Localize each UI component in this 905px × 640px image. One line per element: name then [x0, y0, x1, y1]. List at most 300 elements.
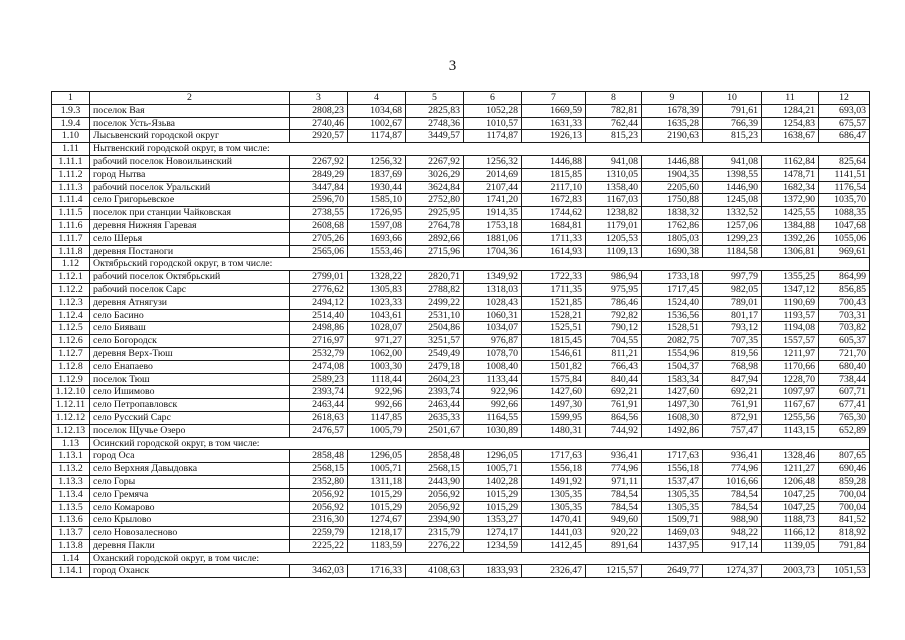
section-title: Осинский городской округ, в том числе: [90, 437, 870, 450]
settlement-name: рабочий поселок Новоильинский [90, 155, 290, 168]
value-cell: 2056,92 [406, 488, 464, 501]
value-cell: 2820,71 [406, 271, 464, 284]
value-cell: 1193,57 [762, 309, 819, 322]
value-cell: 1881,06 [464, 232, 522, 245]
table-row [52, 411, 870, 424]
value-cell: 1478,71 [762, 168, 819, 181]
row-code: 1.12.10 [52, 386, 90, 399]
value-cell: 2849,29 [290, 168, 348, 181]
settlement-name: село Петропавловск [90, 399, 290, 412]
value-cell: 1528,51 [642, 322, 703, 335]
value-cell: 1437,95 [642, 539, 703, 552]
value-cell: 1717,63 [522, 450, 586, 463]
settlement-name: село Новозалесново [90, 527, 290, 540]
value-cell: 2499,22 [406, 296, 464, 309]
value-cell: 766,43 [586, 360, 642, 373]
value-cell: 675,57 [819, 117, 870, 130]
value-cell: 1717,63 [642, 450, 703, 463]
section-title: Оханский городской округ, в том числе: [90, 552, 870, 565]
value-cell: 1274,17 [464, 527, 522, 540]
settlement-name: село Шерья [90, 232, 290, 245]
table-row [52, 130, 870, 143]
value-cell: 1838,32 [642, 207, 703, 220]
value-cell: 2738,55 [290, 207, 348, 220]
value-cell: 1717,45 [642, 283, 703, 296]
value-cell: 1711,33 [522, 232, 586, 245]
settlement-name: село Крылово [90, 514, 290, 527]
value-cell: 765,30 [819, 411, 870, 424]
value-cell: 847,94 [703, 373, 762, 386]
value-cell: 1553,46 [348, 245, 406, 258]
settlement-name: село Русский Сарс [90, 411, 290, 424]
value-cell: 864,99 [819, 271, 870, 284]
value-cell: 1631,33 [522, 117, 586, 130]
value-cell: 1051,53 [819, 565, 870, 578]
settlement-name: село Григорьевское [90, 194, 290, 207]
table-row [52, 399, 870, 412]
row-code: 1.9.3 [52, 104, 90, 117]
row-code: 1.12.12 [52, 411, 90, 424]
value-cell: 3449,57 [406, 130, 464, 143]
value-cell: 1492,86 [642, 424, 703, 437]
column-number-cell: 3 [290, 92, 348, 105]
value-cell: 2476,57 [290, 424, 348, 437]
table-row [52, 194, 870, 207]
value-cell: 811,21 [586, 347, 642, 360]
value-cell: 1528,21 [522, 309, 586, 322]
row-code: 1.12.7 [52, 347, 90, 360]
value-cell: 1299,23 [703, 232, 762, 245]
settlement-name: рабочий поселок Сарс [90, 283, 290, 296]
value-cell: 1926,13 [522, 130, 586, 143]
table-row [52, 271, 870, 284]
value-cell: 1392,26 [762, 232, 819, 245]
value-cell: 784,54 [586, 488, 642, 501]
value-cell: 992,66 [348, 399, 406, 412]
value-cell: 2604,23 [406, 373, 464, 386]
value-cell: 975,95 [586, 283, 642, 296]
value-cell: 1016,66 [703, 475, 762, 488]
value-cell: 2107,44 [464, 181, 522, 194]
row-code: 1.12.5 [52, 322, 90, 335]
value-cell: 1194,08 [762, 322, 819, 335]
section-title: Октябрьский городской округ, в том числе: [90, 258, 870, 271]
value-cell: 2531,10 [406, 309, 464, 322]
value-cell: 761,91 [586, 399, 642, 412]
value-cell: 1669,59 [522, 104, 586, 117]
value-cell: 1305,83 [348, 283, 406, 296]
value-cell: 1509,71 [642, 514, 703, 527]
settlement-name: город Оханск [90, 565, 290, 578]
table-row [52, 335, 870, 348]
value-cell: 784,54 [586, 501, 642, 514]
value-cell: 1762,86 [642, 219, 703, 232]
value-cell: 1311,18 [348, 475, 406, 488]
value-cell: 1556,18 [522, 463, 586, 476]
value-cell: 2716,97 [290, 335, 348, 348]
column-number-cell: 4 [348, 92, 406, 105]
value-cell: 2920,57 [290, 130, 348, 143]
table-row [52, 322, 870, 335]
value-cell: 1055,06 [819, 232, 870, 245]
value-cell: 941,08 [586, 155, 642, 168]
value-cell: 692,21 [703, 386, 762, 399]
table-row [52, 565, 870, 578]
settlement-name: деревня Нижняя Гаревая [90, 219, 290, 232]
value-cell: 2082,75 [642, 335, 703, 348]
value-cell: 1597,08 [348, 219, 406, 232]
value-cell: 1672,83 [522, 194, 586, 207]
value-cell: 700,04 [819, 501, 870, 514]
value-cell: 1722,33 [522, 271, 586, 284]
value-cell: 1015,29 [464, 488, 522, 501]
value-cell: 936,41 [703, 450, 762, 463]
value-cell: 997,79 [703, 271, 762, 284]
value-cell: 1690,38 [642, 245, 703, 258]
value-cell: 986,94 [586, 271, 642, 284]
column-number-row [52, 92, 870, 105]
tariff-table [51, 91, 870, 578]
value-cell: 1614,93 [522, 245, 586, 258]
value-cell: 2267,92 [406, 155, 464, 168]
row-code: 1.11.3 [52, 181, 90, 194]
settlement-name: рабочий поселок Уральский [90, 181, 290, 194]
value-cell: 762,44 [586, 117, 642, 130]
value-cell: 1305,35 [642, 501, 703, 514]
value-cell: 992,66 [464, 399, 522, 412]
row-code: 1.11 [52, 143, 90, 156]
value-cell: 2532,79 [290, 347, 348, 360]
value-cell: 1218,17 [348, 527, 406, 540]
value-cell: 1305,35 [522, 488, 586, 501]
table-row [52, 463, 870, 476]
table-row [52, 283, 870, 296]
row-code: 1.13.4 [52, 488, 90, 501]
value-cell: 1118,44 [348, 373, 406, 386]
settlement-name: село Комарово [90, 501, 290, 514]
value-cell: 1546,61 [522, 347, 586, 360]
value-cell: 703,82 [819, 322, 870, 335]
value-cell: 1078,70 [464, 347, 522, 360]
value-cell: 2549,49 [406, 347, 464, 360]
row-code: 1.12 [52, 258, 90, 271]
value-cell: 941,08 [703, 155, 762, 168]
value-cell: 1256,32 [464, 155, 522, 168]
table-row [52, 527, 870, 540]
value-cell: 1305,35 [522, 501, 586, 514]
value-cell: 801,17 [703, 309, 762, 322]
value-cell: 2190,63 [642, 130, 703, 143]
value-cell: 2740,46 [290, 117, 348, 130]
value-cell: 988,90 [703, 514, 762, 527]
value-cell: 1097,97 [762, 386, 819, 399]
settlement-name: село Басино [90, 309, 290, 322]
value-cell: 703,31 [819, 309, 870, 322]
row-code: 1.14 [52, 552, 90, 565]
value-cell: 2316,30 [290, 514, 348, 527]
value-cell: 982,05 [703, 283, 762, 296]
row-code: 1.11.5 [52, 207, 90, 220]
value-cell: 1497,30 [642, 399, 703, 412]
value-cell: 1164,55 [464, 411, 522, 424]
value-cell: 1010,57 [464, 117, 522, 130]
value-cell: 2858,48 [406, 450, 464, 463]
section-row [52, 552, 870, 565]
value-cell: 1635,28 [642, 117, 703, 130]
value-cell: 1556,18 [642, 463, 703, 476]
value-cell: 3462,03 [290, 565, 348, 578]
value-cell: 2788,82 [406, 283, 464, 296]
value-cell: 1141,51 [819, 168, 870, 181]
row-code: 1.10 [52, 130, 90, 143]
value-cell: 1179,01 [586, 219, 642, 232]
column-number-cell: 5 [406, 92, 464, 105]
value-cell: 1815,85 [522, 168, 586, 181]
table-row [52, 424, 870, 437]
value-cell: 1255,56 [762, 411, 819, 424]
value-cell: 1205,53 [586, 232, 642, 245]
value-cell: 1028,07 [348, 322, 406, 335]
value-cell: 2394,90 [406, 514, 464, 527]
value-cell: 2498,86 [290, 322, 348, 335]
value-cell: 1930,44 [348, 181, 406, 194]
table-row [52, 347, 870, 360]
value-cell: 856,85 [819, 283, 870, 296]
section-row [52, 143, 870, 156]
table-row [52, 219, 870, 232]
value-cell: 1753,18 [464, 219, 522, 232]
value-cell: 1002,67 [348, 117, 406, 130]
value-cell: 807,65 [819, 450, 870, 463]
value-cell: 1412,45 [522, 539, 586, 552]
value-cell: 1491,92 [522, 475, 586, 488]
value-cell: 1837,69 [348, 168, 406, 181]
table-row [52, 360, 870, 373]
row-code: 1.11.6 [52, 219, 90, 232]
value-cell: 791,84 [819, 539, 870, 552]
value-cell: 2003,73 [762, 565, 819, 578]
settlement-name: рабочий поселок Октябрьский [90, 271, 290, 284]
settlement-name: деревня Постаноги [90, 245, 290, 258]
value-cell: 2225,22 [290, 539, 348, 552]
row-code: 1.12.2 [52, 283, 90, 296]
value-cell: 1174,87 [348, 130, 406, 143]
value-cell: 1005,79 [348, 424, 406, 437]
value-cell: 1183,59 [348, 539, 406, 552]
value-cell: 686,47 [819, 130, 870, 143]
table-row [52, 501, 870, 514]
row-code: 1.14.1 [52, 565, 90, 578]
row-code: 1.11.8 [52, 245, 90, 258]
value-cell: 1296,05 [464, 450, 522, 463]
value-cell: 969,61 [819, 245, 870, 258]
value-cell: 2514,40 [290, 309, 348, 322]
value-cell: 936,41 [586, 450, 642, 463]
column-number-cell: 11 [762, 92, 819, 105]
value-cell: 1256,32 [348, 155, 406, 168]
settlement-name: город Нытва [90, 168, 290, 181]
value-cell: 707,35 [703, 335, 762, 348]
value-cell: 784,54 [703, 501, 762, 514]
value-cell: 1427,60 [642, 386, 703, 399]
value-cell: 704,55 [586, 335, 642, 348]
value-cell: 1274,67 [348, 514, 406, 527]
value-cell: 2014,69 [464, 168, 522, 181]
value-cell: 2892,66 [406, 232, 464, 245]
value-cell: 2596,70 [290, 194, 348, 207]
value-cell: 693,03 [819, 104, 870, 117]
value-cell: 2474,08 [290, 360, 348, 373]
value-cell: 790,12 [586, 322, 642, 335]
row-code: 1.12.11 [52, 399, 90, 412]
value-cell: 1184,58 [703, 245, 762, 258]
value-cell: 721,70 [819, 347, 870, 360]
value-cell: 840,44 [586, 373, 642, 386]
value-cell: 2259,79 [290, 527, 348, 540]
row-code: 1.11.7 [52, 232, 90, 245]
value-cell: 815,23 [586, 130, 642, 143]
value-cell: 920,22 [586, 527, 642, 540]
value-cell: 1030,89 [464, 424, 522, 437]
value-cell: 774,96 [703, 463, 762, 476]
value-cell: 2267,92 [290, 155, 348, 168]
value-cell: 1003,30 [348, 360, 406, 373]
value-cell: 818,92 [819, 527, 870, 540]
value-cell: 766,39 [703, 117, 762, 130]
value-cell: 1147,85 [348, 411, 406, 424]
value-cell: 1174,87 [464, 130, 522, 143]
value-cell: 3251,57 [406, 335, 464, 348]
value-cell: 922,96 [464, 386, 522, 399]
value-cell: 1693,66 [348, 232, 406, 245]
settlement-name: поселок Щучье Озеро [90, 424, 290, 437]
value-cell: 2649,77 [642, 565, 703, 578]
value-cell: 2393,74 [406, 386, 464, 399]
value-cell: 1167,67 [762, 399, 819, 412]
value-cell: 1306,81 [762, 245, 819, 258]
settlement-name: село Гремяча [90, 488, 290, 501]
value-cell: 1043,61 [348, 309, 406, 322]
value-cell: 1750,88 [642, 194, 703, 207]
value-cell: 1480,31 [522, 424, 586, 437]
value-cell: 1536,56 [642, 309, 703, 322]
value-cell: 1296,05 [348, 450, 406, 463]
value-cell: 692,21 [586, 386, 642, 399]
value-cell: 1446,88 [642, 155, 703, 168]
value-cell: 1470,41 [522, 514, 586, 527]
table-body [52, 92, 870, 578]
value-cell: 2565,06 [290, 245, 348, 258]
value-cell: 1684,81 [522, 219, 586, 232]
value-cell: 774,96 [586, 463, 642, 476]
row-code: 1.9.4 [52, 117, 90, 130]
value-cell: 2799,01 [290, 271, 348, 284]
value-cell: 690,46 [819, 463, 870, 476]
value-cell: 680,40 [819, 360, 870, 373]
value-cell: 1726,95 [348, 207, 406, 220]
value-cell: 1332,52 [703, 207, 762, 220]
value-cell: 1358,40 [586, 181, 642, 194]
column-number-cell: 8 [586, 92, 642, 105]
value-cell: 2764,78 [406, 219, 464, 232]
settlement-name: село Богородск [90, 335, 290, 348]
value-cell: 3624,84 [406, 181, 464, 194]
value-cell: 4108,63 [406, 565, 464, 578]
row-code: 1.12.4 [52, 309, 90, 322]
value-cell: 1441,03 [522, 527, 586, 540]
value-cell: 1167,03 [586, 194, 642, 207]
value-cell: 1008,40 [464, 360, 522, 373]
settlement-name: поселок Усть-Язьва [90, 117, 290, 130]
settlement-name: село Верхняя Давыдовка [90, 463, 290, 476]
value-cell: 2463,44 [290, 399, 348, 412]
value-cell: 2808,23 [290, 104, 348, 117]
value-cell: 1425,55 [762, 207, 819, 220]
value-cell: 1557,57 [762, 335, 819, 348]
value-cell: 1005,71 [464, 463, 522, 476]
value-cell: 2393,74 [290, 386, 348, 399]
value-cell: 1318,03 [464, 283, 522, 296]
value-cell: 1585,10 [348, 194, 406, 207]
row-code: 1.13.3 [52, 475, 90, 488]
value-cell: 1904,35 [642, 168, 703, 181]
row-code: 1.13.2 [52, 463, 90, 476]
value-cell: 1583,34 [642, 373, 703, 386]
table-row [52, 488, 870, 501]
value-cell: 971,11 [586, 475, 642, 488]
settlement-name: село Горы [90, 475, 290, 488]
settlement-name: поселок при станции Чайковская [90, 207, 290, 220]
settlement-name: село Ишимово [90, 386, 290, 399]
row-code: 1.12.13 [52, 424, 90, 437]
value-cell: 1190,69 [762, 296, 819, 309]
value-cell: 1446,90 [703, 181, 762, 194]
value-cell: 922,96 [348, 386, 406, 399]
value-cell: 1234,59 [464, 539, 522, 552]
table-row [52, 117, 870, 130]
value-cell: 1047,25 [762, 488, 819, 501]
value-cell: 1741,20 [464, 194, 522, 207]
value-cell: 1608,30 [642, 411, 703, 424]
table-row [52, 168, 870, 181]
value-cell: 2705,26 [290, 232, 348, 245]
value-cell: 872,91 [703, 411, 762, 424]
row-code: 1.13 [52, 437, 90, 450]
row-code: 1.13.6 [52, 514, 90, 527]
value-cell: 2494,12 [290, 296, 348, 309]
value-cell: 2315,79 [406, 527, 464, 540]
value-cell: 1005,71 [348, 463, 406, 476]
value-cell: 948,22 [703, 527, 762, 540]
column-number-cell: 9 [642, 92, 703, 105]
table-row [52, 475, 870, 488]
value-cell: 1328,22 [348, 271, 406, 284]
value-cell: 1143,15 [762, 424, 819, 437]
value-cell: 2858,48 [290, 450, 348, 463]
table-row [52, 155, 870, 168]
value-cell: 1028,43 [464, 296, 522, 309]
value-cell: 784,54 [703, 488, 762, 501]
value-cell: 1355,25 [762, 271, 819, 284]
table-row [52, 232, 870, 245]
value-cell: 1062,00 [348, 347, 406, 360]
value-cell: 1023,33 [348, 296, 406, 309]
value-cell: 782,81 [586, 104, 642, 117]
value-cell: 1133,44 [464, 373, 522, 386]
value-cell: 607,71 [819, 386, 870, 399]
table-row [52, 373, 870, 386]
value-cell: 1034,68 [348, 104, 406, 117]
